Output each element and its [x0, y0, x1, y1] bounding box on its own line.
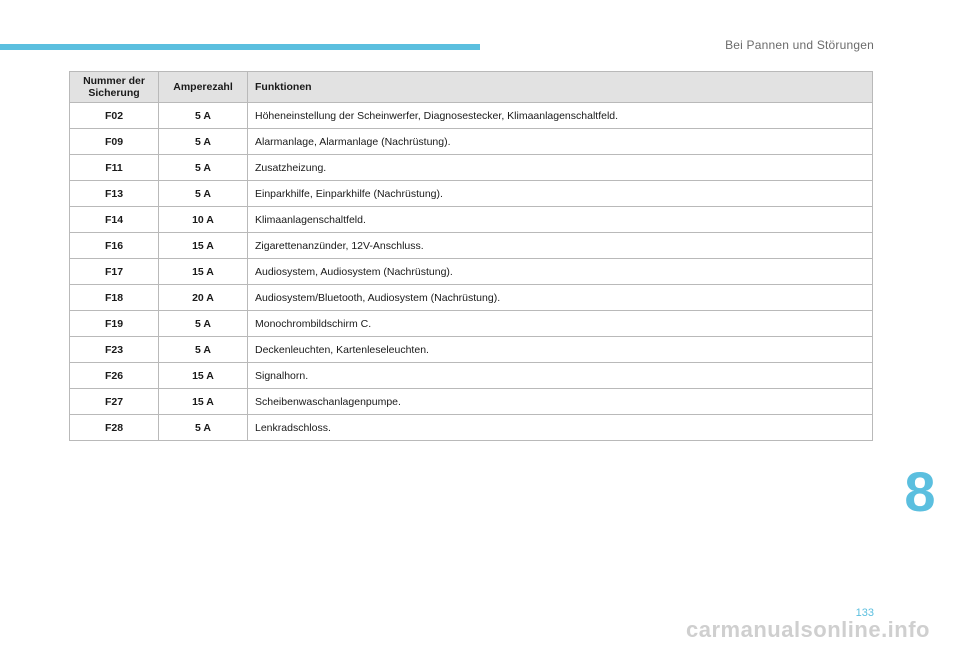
table-row	[70, 311, 873, 337]
function-cell: Monochrombildschirm C.	[248, 311, 873, 337]
table-row	[70, 285, 873, 311]
amperage-cell: 15 A	[159, 389, 248, 415]
chapter-title: Bei Pannen und Störungen	[725, 38, 874, 52]
function-cell: Signalhorn.	[248, 363, 873, 389]
fuse-number-cell: F11	[70, 155, 159, 181]
fuse-number-cell: F17	[70, 259, 159, 285]
table-row	[70, 415, 873, 441]
header-amperage: Amperezahl	[159, 72, 248, 103]
accent-bar	[0, 44, 480, 50]
fuse-number-cell: F18	[70, 285, 159, 311]
fuse-number-cell: F02	[70, 103, 159, 129]
chapter-number: 8	[904, 460, 936, 523]
amperage-cell: 15 A	[159, 233, 248, 259]
table-row	[70, 337, 873, 363]
function-cell: Deckenleuchten, Kartenleseleuchten.	[248, 337, 873, 363]
table-row	[70, 181, 873, 207]
amperage-cell: 5 A	[159, 103, 248, 129]
amperage-cell: 5 A	[159, 155, 248, 181]
function-cell: Zigarettenanzünder, 12V-Anschluss.	[248, 233, 873, 259]
amperage-cell: 15 A	[159, 363, 248, 389]
amperage-cell: 5 A	[159, 311, 248, 337]
fuse-number-cell: F16	[70, 233, 159, 259]
table-row	[70, 363, 873, 389]
table-row	[70, 207, 873, 233]
fuse-number-cell: F13	[70, 181, 159, 207]
watermark: carmanualsonline.info	[686, 617, 930, 642]
table-row	[70, 103, 873, 129]
function-cell: Lenkradschloss.	[248, 415, 873, 441]
function-cell: Audiosystem, Audiosystem (Nachrüstung).	[248, 259, 873, 285]
fuse-table-body	[70, 103, 873, 441]
amperage-cell: 10 A	[159, 207, 248, 233]
function-cell: Höheneinstellung der Scheinwerfer, Diagnosestecker, Klimaanlagenschaltfeld.	[248, 103, 873, 129]
header-fuse-number: Nummer der Sicherung	[70, 72, 159, 103]
fuse-number-cell: F19	[70, 311, 159, 337]
function-cell: Zusatzheizung.	[248, 155, 873, 181]
amperage-cell: 5 A	[159, 415, 248, 441]
fuse-number-cell: F23	[70, 337, 159, 363]
amperage-cell: 5 A	[159, 129, 248, 155]
function-cell: Klimaanlagenschaltfeld.	[248, 207, 873, 233]
function-cell: Alarmanlage, Alarmanlage (Nachrüstung).	[248, 129, 873, 155]
table-header-row	[70, 72, 873, 103]
amperage-cell: 20 A	[159, 285, 248, 311]
fuse-number-cell: F27	[70, 389, 159, 415]
table-row	[70, 259, 873, 285]
header-functions: Funktionen	[248, 72, 873, 103]
function-cell: Scheibenwaschanlagenpumpe.	[248, 389, 873, 415]
fuse-number-cell: F26	[70, 363, 159, 389]
table-row	[70, 389, 873, 415]
fuse-table	[69, 71, 873, 441]
amperage-cell: 15 A	[159, 259, 248, 285]
fuse-number-cell: F09	[70, 129, 159, 155]
table-row	[70, 233, 873, 259]
function-cell: Audiosystem/Bluetooth, Audiosystem (Nachrüstung).	[248, 285, 873, 311]
amperage-cell: 5 A	[159, 337, 248, 363]
function-cell: Einparkhilfe, Einparkhilfe (Nachrüstung).	[248, 181, 873, 207]
amperage-cell: 5 A	[159, 181, 248, 207]
fuse-number-cell: F14	[70, 207, 159, 233]
page-number: 133	[855, 607, 874, 619]
table-row	[70, 155, 873, 181]
chapter-tab	[880, 448, 960, 536]
table-row	[70, 129, 873, 155]
fuse-number-cell: F28	[70, 415, 159, 441]
